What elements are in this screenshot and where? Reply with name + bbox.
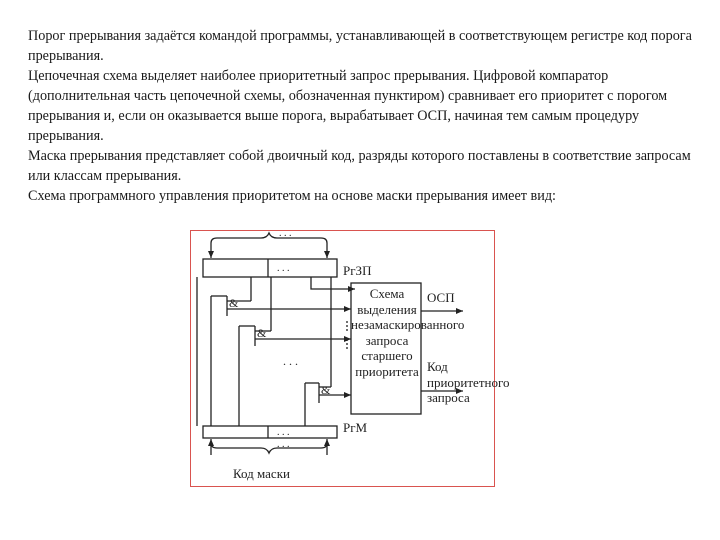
priority-scheme-text: Схема выделения незамаскированного запроса старшего приоритета: [351, 286, 465, 379]
mask-priority-diagram: [190, 230, 510, 487]
dots-bottom-register: . . .: [277, 427, 290, 438]
paragraph-scheme-intro: Схема программного управления приоритетом на основе маски прерывания имеет вид:: [28, 188, 556, 204]
paragraph-interrupt-mask: Маска прерывания представляет собой двоичный код, разряды которого поставлены в соответствие запросам или классам прерывания.: [28, 148, 691, 184]
priority-code-output-label: Код приоритетного запроса: [427, 359, 510, 406]
register-mask-label: РгМ: [343, 420, 368, 435]
register-threshold: [203, 259, 337, 277]
dots-top-brace: . . .: [279, 231, 292, 239]
and-gate-1: &: [229, 296, 239, 310]
paragraph-chain-scheme: Цепочечная схема выделяет наиболее приоритетный запрос прерывания. Цифровой компаратор (дополнительная часть цепочечной схемы, обозначенная пунктиром) сравнивает его приоритет с порогом прерывания и, если он оказывается выше порога, вырабатывает ОСП, начиная тем самым процедуру прерывания.: [28, 68, 668, 144]
paragraph-threshold: Порог прерывания задаётся командой программы, устанавливающей в соответствующем регистре код порога прерывания.: [28, 28, 692, 64]
top-brace: [211, 233, 327, 243]
mask-code-label: Код маски: [233, 466, 290, 481]
dots-bottom-brace: . . .: [277, 439, 290, 450]
register-mask: [203, 426, 337, 438]
dots-gates: . . .: [283, 354, 298, 368]
and-gate-2: &: [257, 326, 267, 340]
text-content: [28, 26, 696, 206]
and-gate-n: &: [321, 383, 331, 397]
dots-top-register: . . .: [277, 263, 290, 274]
osp-output-label: ОСП: [427, 290, 455, 305]
bottom-brace: [211, 443, 327, 453]
diagram-drawing: [191, 231, 510, 485]
register-threshold-label: РгЗП: [343, 263, 372, 278]
